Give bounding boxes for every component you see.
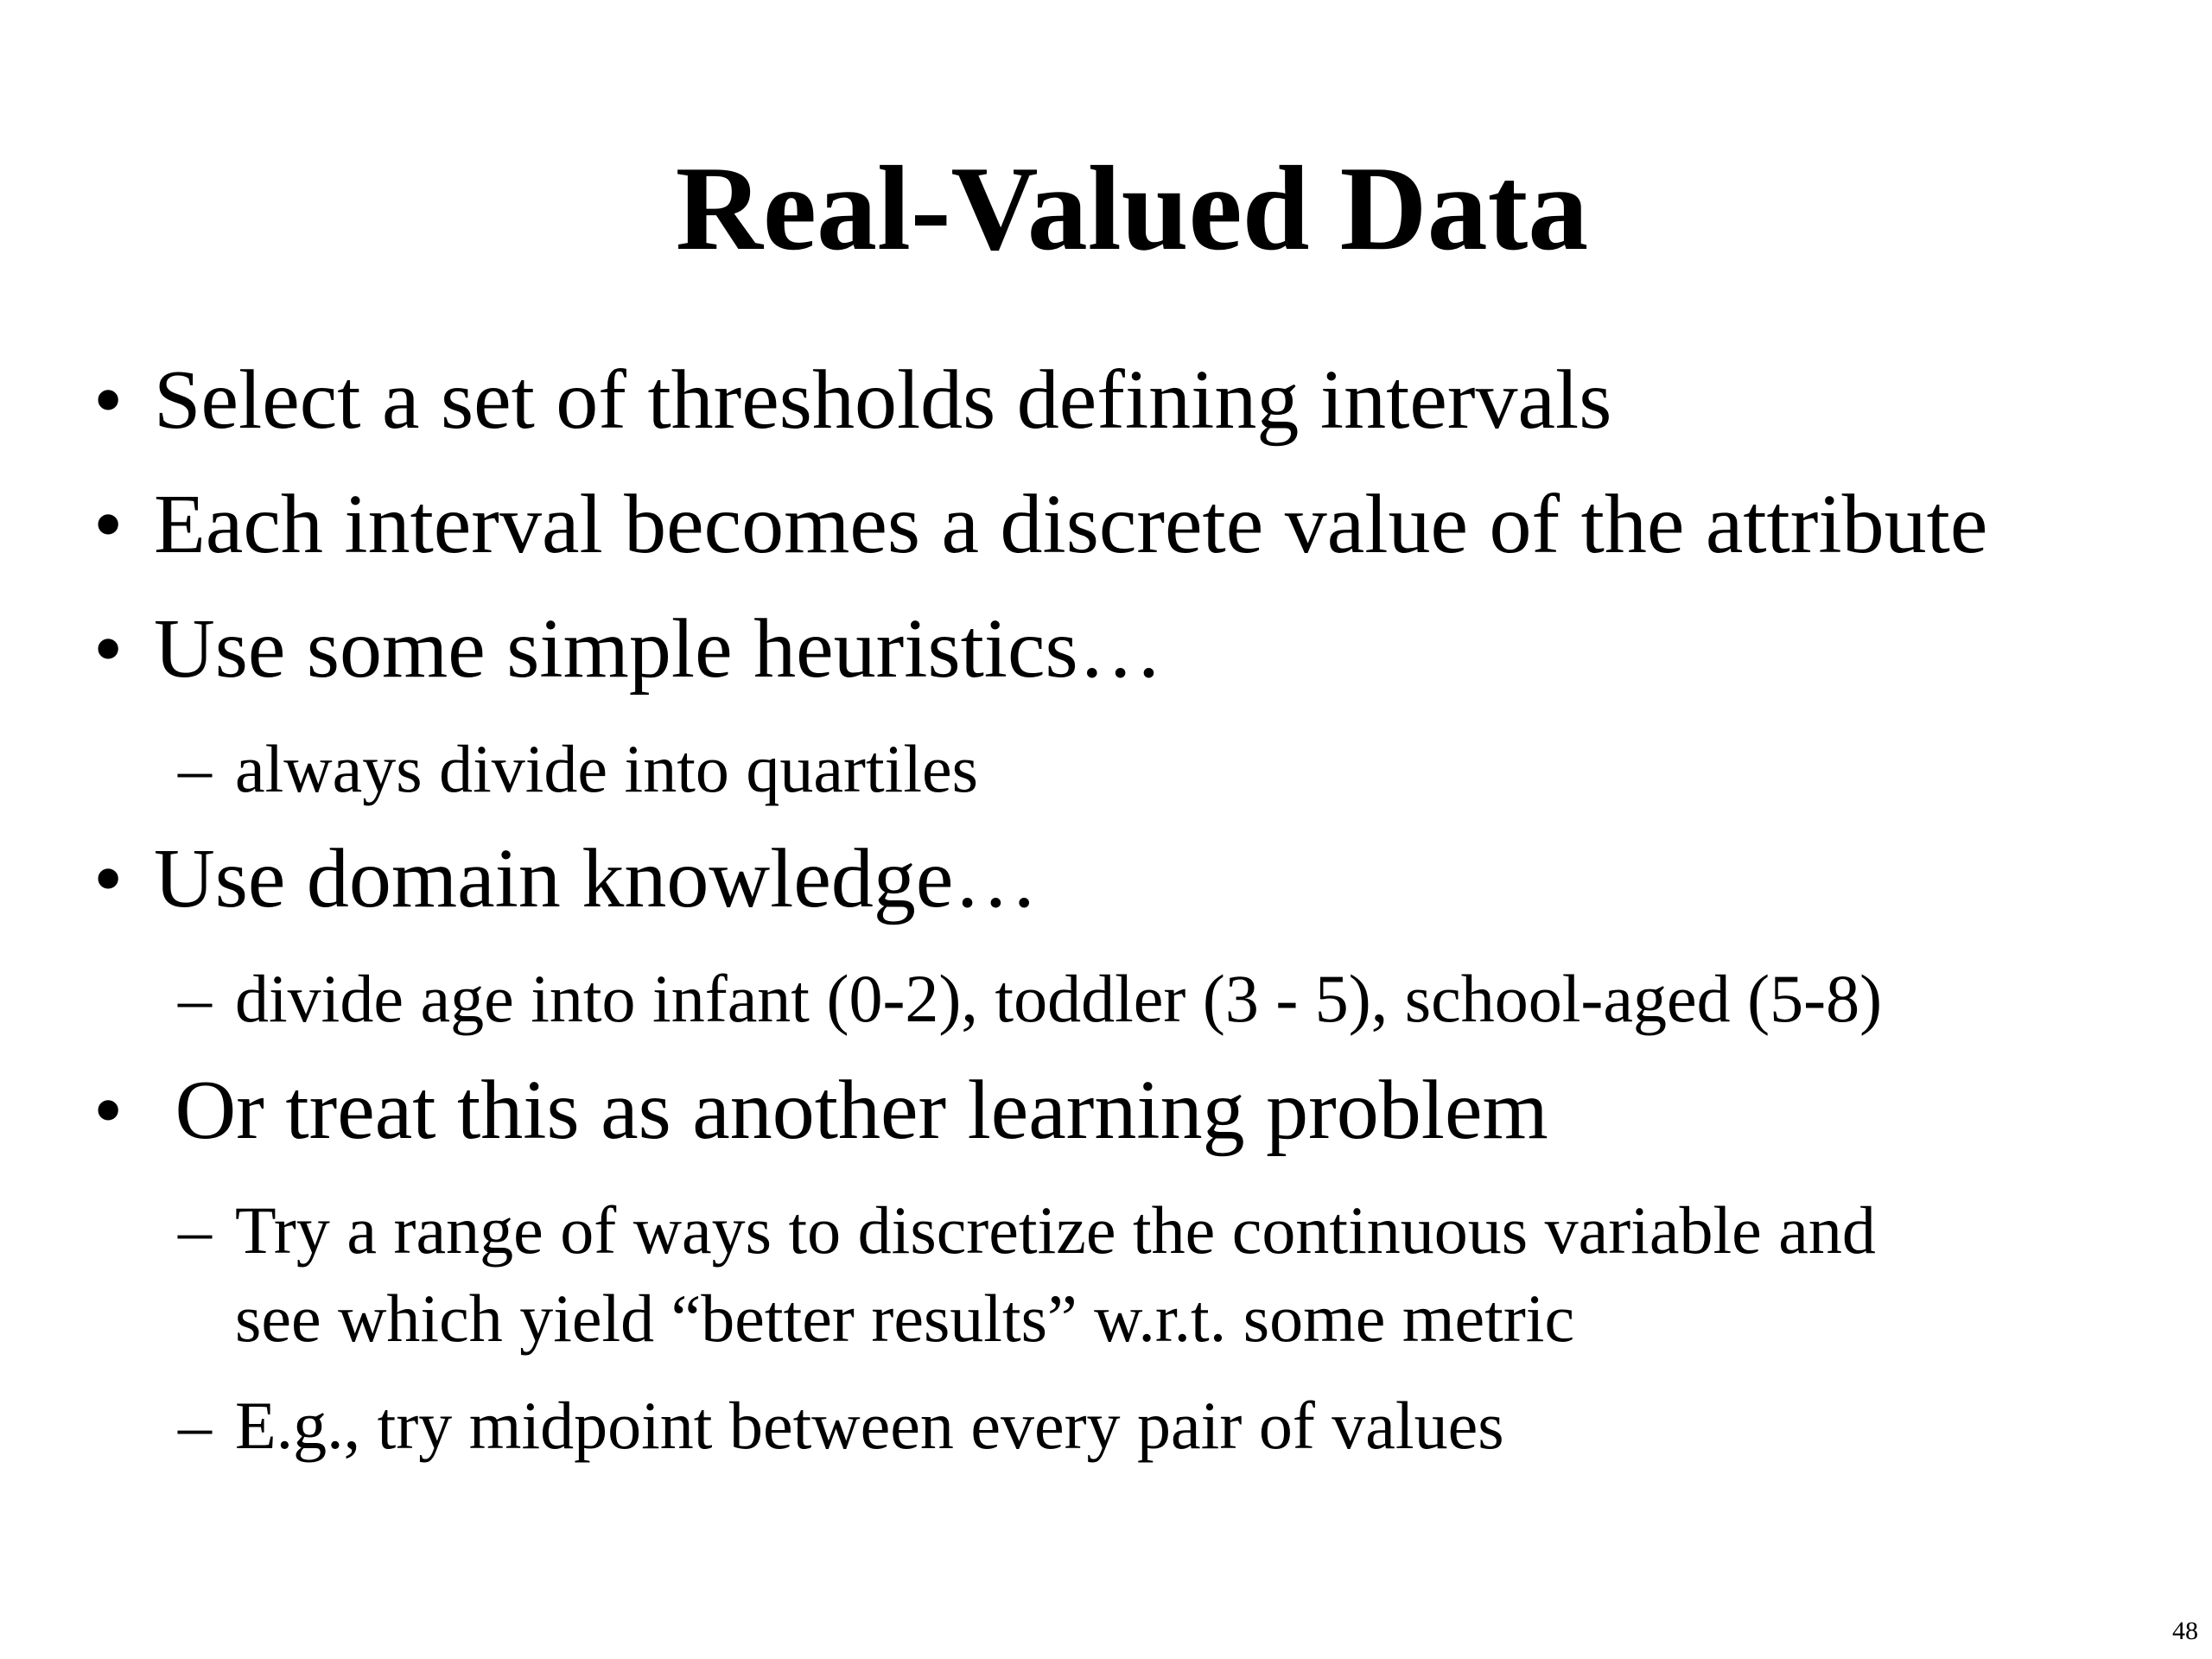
bullet-marker: • — [93, 602, 124, 696]
bullet-item — [93, 601, 1163, 696]
dash-marker: – — [178, 961, 212, 1036]
bullet-text: Use domain knowledge… — [154, 832, 1039, 925]
bullet-marker: • — [93, 478, 124, 571]
bullet-item — [93, 477, 1988, 572]
bullet-item — [93, 1063, 1548, 1158]
sub-item — [178, 724, 978, 814]
bullet-text: Each interval becomes a discrete value of the attribute — [154, 478, 1988, 571]
page-number: 48 — [2172, 1617, 2198, 1645]
sub-item-text: Try a range of ways to discretize the continuous variable and — [235, 1192, 1876, 1268]
bullet-text: Use some simple heuristics… — [154, 602, 1163, 696]
sub-item-text: divide age into infant (0-2), toddler (3 - 5), school-aged (5-8) — [235, 961, 1883, 1036]
sub-item-text: E.g., try midpoint between every pair of values — [235, 1388, 1504, 1463]
dash-marker: – — [178, 1192, 212, 1268]
bullet-item — [93, 831, 1039, 926]
sub-item-text: see which yield “better results” w.r.t. some metric — [235, 1281, 1575, 1356]
bullet-text: Or treat this as another learning problem — [154, 1064, 1548, 1157]
dash-marker: – — [178, 1388, 212, 1463]
bullet-text: Select a set of thresholds defining intervals — [154, 353, 1612, 447]
bullet-item — [93, 353, 1612, 448]
bullet-marker: • — [93, 832, 124, 925]
sub-item — [178, 1185, 1876, 1275]
bullet-marker: • — [93, 1064, 124, 1157]
sub-item-text: always divide into quartiles — [235, 731, 978, 806]
sub-item — [178, 1381, 1504, 1471]
slide-title: Real-Valued Data — [675, 142, 1589, 276]
bullet-marker: • — [93, 353, 124, 447]
sub-item-continuation — [235, 1274, 1574, 1363]
dash-marker: – — [178, 731, 212, 806]
sub-item — [178, 954, 1883, 1044]
